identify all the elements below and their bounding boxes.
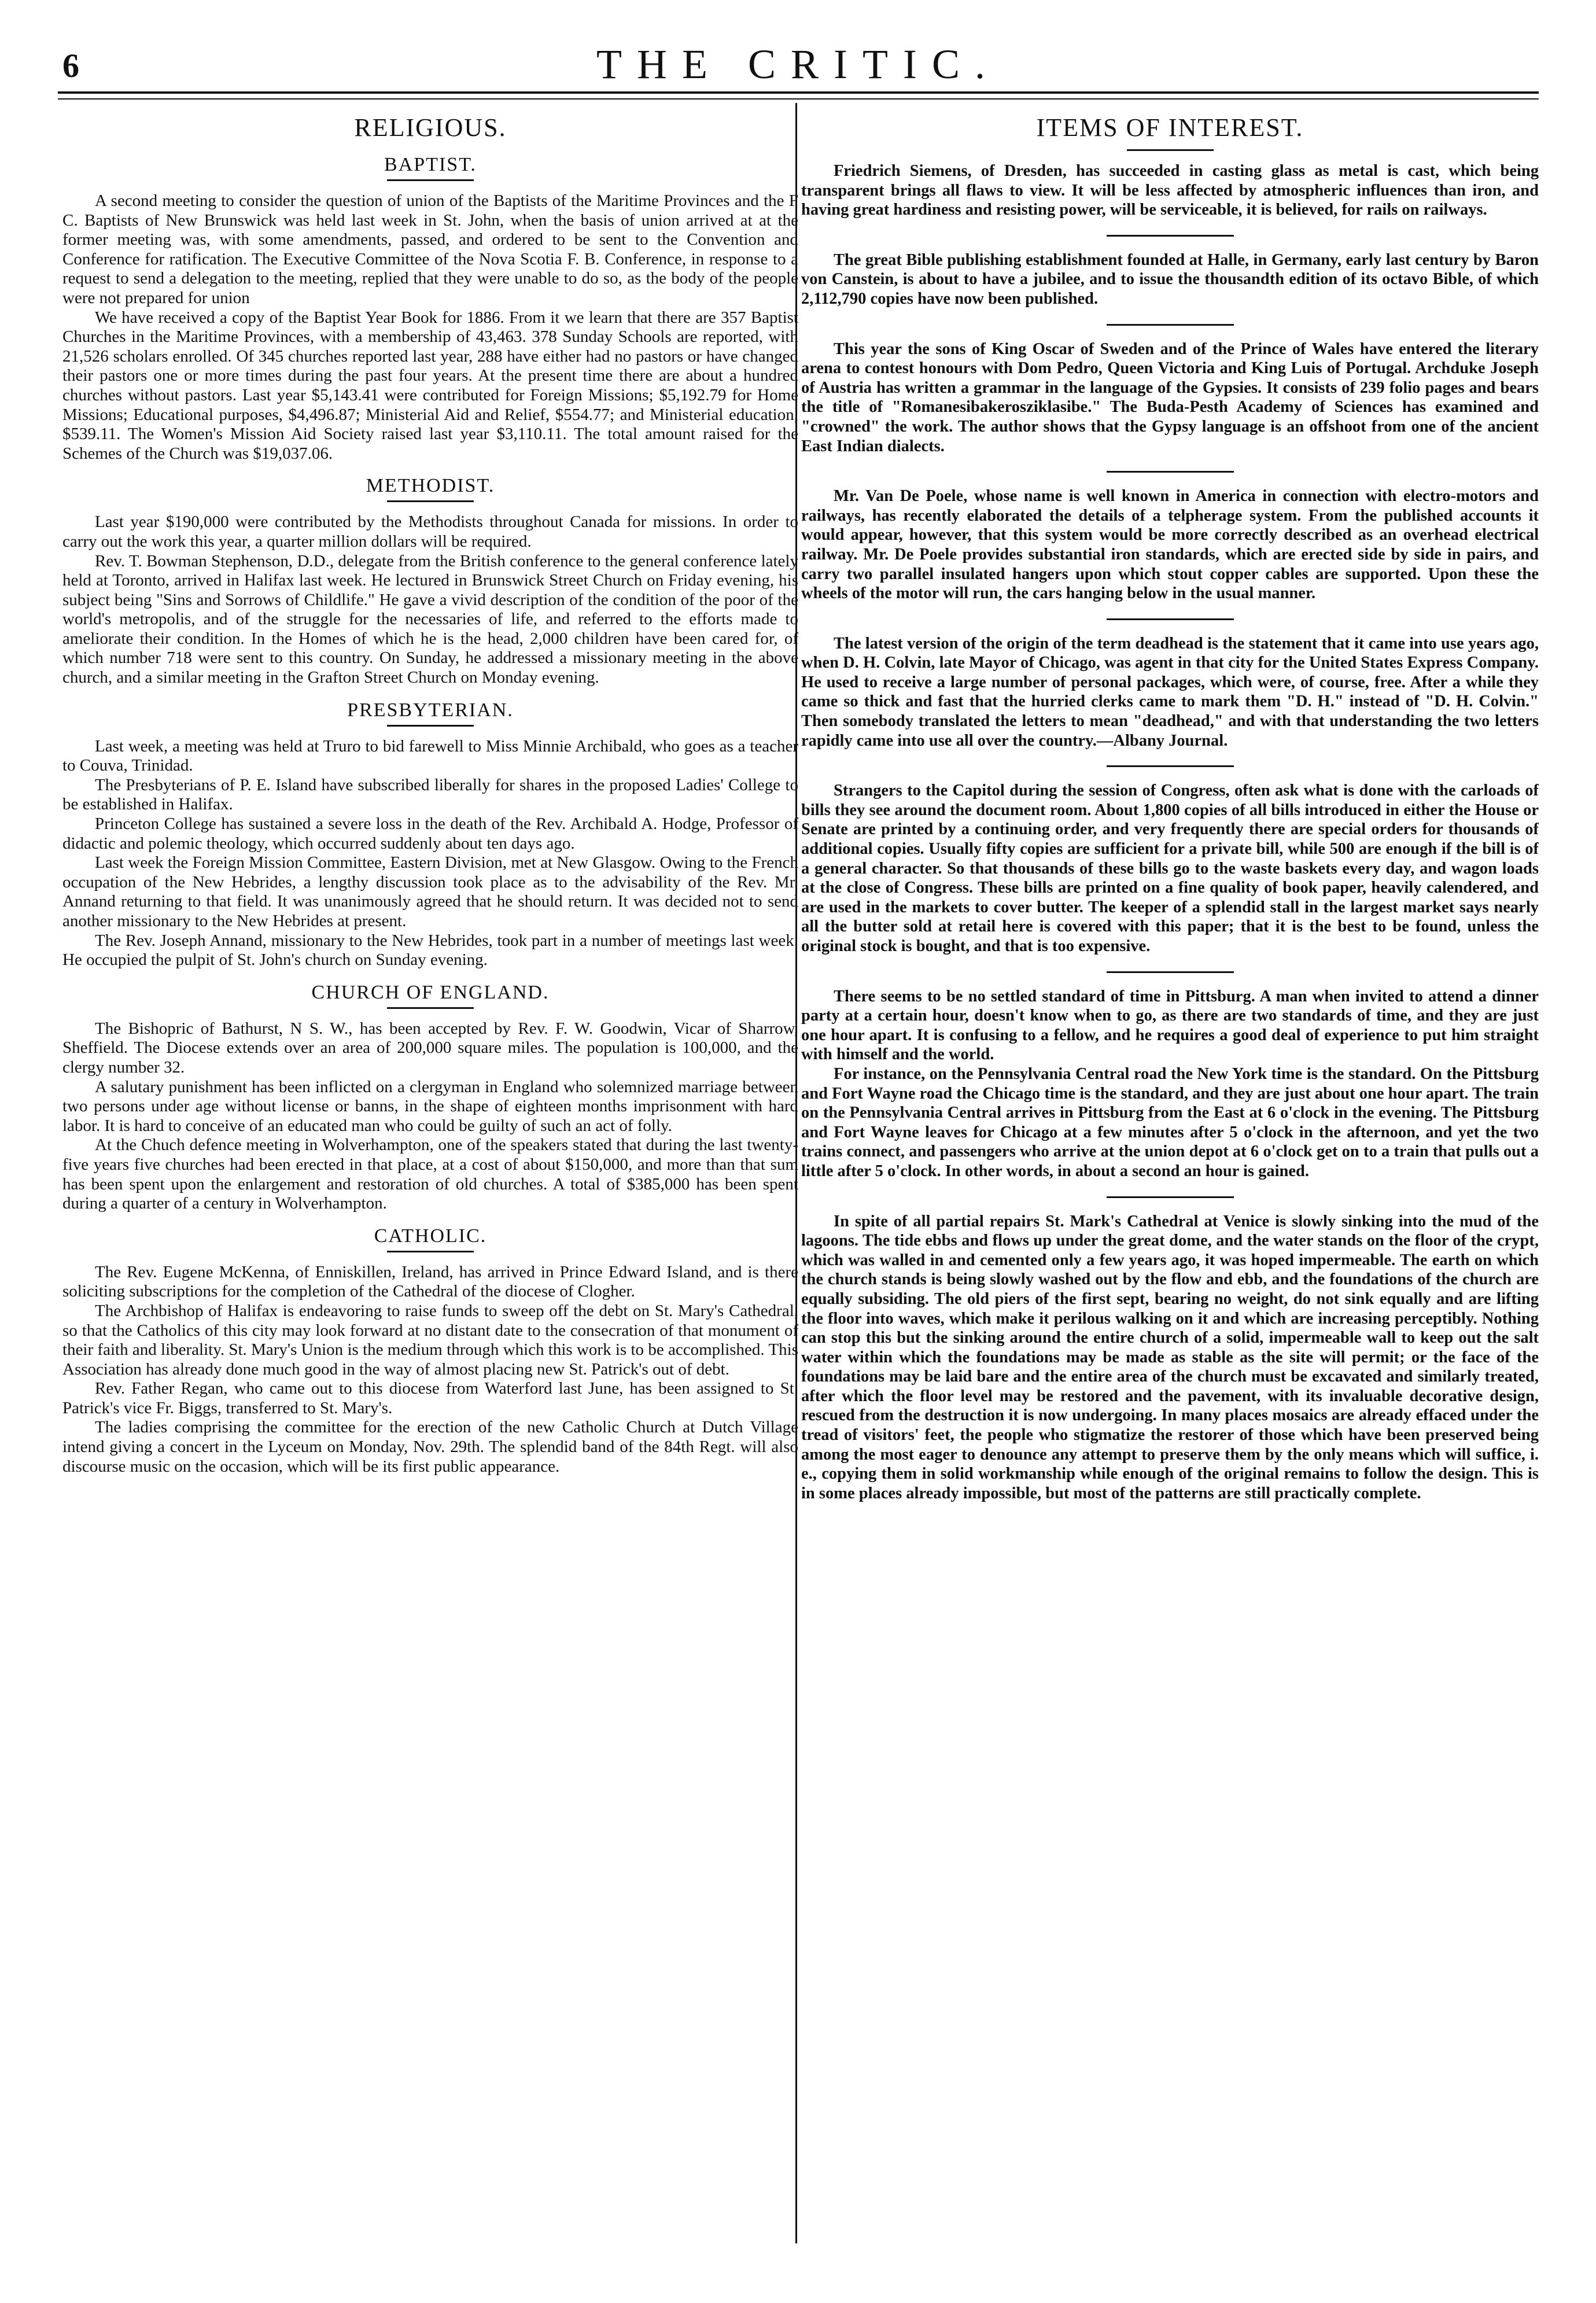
- heading-rule: [1127, 149, 1214, 151]
- article-paragraph: Last year $190,000 were contributed by the Methodists throughout Canada for missions. In order to carry out the work this year, a quarter million dollars will be required.: [62, 513, 798, 551]
- section-title: BAPTIST.: [384, 154, 477, 175]
- item-paragraph: The latest version of the origin of the term deadhead is the statement that it came into use years ago, when D. H. Colvin, late Mayor of Chicago, was agent in that city for the United States Express Company. He used to receive a large number of personal packages, which were, of course, free. After a while they came so thick and fast that the hurried clerks came to mark them "D. H." instead of "D. H. Colvin." Then somebody translated the letters to mean "deadhead," and with that understanding the two letters rapidly came into use all over the country.—Albany Journal.: [801, 634, 1539, 750]
- item-paragraph: Strangers to the Capitol during the session of Congress, often ask what is done with the carloads of bills they see around the document room. About 1,800 copies of all bills introduced in either the House or Senate are printed by a continuing order, and very frequently there are special orders for thousands of additional copies. Usually fifty copies are sufficient for a private bill, while 500 are enough if the bill is of a general character. So that thousands of these bills go to the waste baskets every day, and wagon loads at the close of Congress. These bills are printed on a fine quality of book paper, heavily calendered, and are used in the markets to cover butter. The keeper of a splendid stall in the largest market says nearly all the butter sold at retail here is covered with this paper; that it is the best to be found, unless the original stock is bought, and that is too expensive.: [801, 782, 1539, 955]
- item-list: [801, 161, 1539, 1503]
- item-separator: [1107, 1196, 1234, 1198]
- article-paragraph: The Rev. Eugene McKenna, of Enniskillen, Ireland, has arrived in Prince Edward Island, and is there soliciting subscriptions for the completion of the Cathedral of the diocese of Clogher.: [62, 1262, 798, 1301]
- article-paragraph: The ladies comprising the committee for the erection of the new Catholic Church at Dutch Village intend giving a concert in the Lyceum on Monday, Nov. 29th. The splendid band of the 84th Regt. will also discourse music on the occasion, which will be its first public appearance.: [62, 1418, 798, 1476]
- article-paragraph: Princeton College has sustained a severe loss in the death of the Rev. Archibald A. Hodge, Professor of didactic and polemic theology, which occurred suddenly about ten days ago.: [62, 815, 798, 853]
- article-paragraph: The Rev. Joseph Annand, missionary to the New Hebrides, took part in a number of meetings last week. He occupied the pulpit of St. John's church on Sunday evening.: [62, 931, 798, 970]
- item-separator: [1107, 235, 1234, 237]
- article-paragraph: A second meeting to consider the question of union of the Baptists of the Maritime Provinces and the F C. Baptists of New Brunswick was held last week in St. John, when the basis of union arrived at at the former meeting was, with some amendments, passed, and ordered to be sent to the Convention and Conference for ratification. The Executive Committee of the Nova Scotia F. B. Conference, in response to a request to send a delegation to the meeting, replied that they were unable to do so, as the body of the people were not prepared for union: [62, 191, 798, 307]
- item-paragraph: This year the sons of King Oscar of Sweden and of the Prince of Wales have entered the literary arena to contest honours with Dom Pedro, Queen Victoria and King Luis of Portugal. Archduke Joseph of Austria has written a grammar in the language of the Gypsies. It consists of 239 folio pages and bears the title of "Romanesibakerosziklasibe." The Buda-Pesth Academy of Sciences has examined and "crowned" the work. The author shows that the Gypsy language is an offshoot from one of the ancient East Indian dialects.: [801, 340, 1539, 455]
- article-paragraph: The Archbishop of Halifax is endeavoring to raise funds to sweep off the debt on St. Mary's Cathedral, so that the Catholics of this city may look forward at no distant date to the consecration of that monument of their faith and liberality. St. Mary's Union is the medium through which this work is to be accomplished. This Association has already done much good in the way of almost placing new St. Patrick's out of debt.: [62, 1301, 798, 1379]
- article-paragraph: Last week the Foreign Mission Committee, Eastern Division, met at New Glasgow. Owing to the French occupation of the New Hebrides, a lengthy discussion took place as to the advisability of the Rev. Mr. Annand returning to that field. It was unanimously agreed that he should return. It was decided not to send another missionary to the New Hebrides at present.: [62, 853, 798, 930]
- section-rule: [387, 500, 474, 502]
- item-separator: [1107, 618, 1234, 620]
- article-paragraph: A salutary punishment has been inflicted on a clergyman in England who solemnized marriage between two persons under age without license or banns, in the shape of eighteen months imprisonment with hard labor. It is hard to conceive of an educated man who could be guilty of such an act of folly.: [62, 1077, 798, 1135]
- section-rule: [387, 725, 474, 727]
- section-rule: [387, 1251, 474, 1252]
- article-paragraph: We have received a copy of the Baptist Year Book for 1886. From it we learn that there are 357 Baptist Churches in the Maritime Provinces, with a membership of 43,463. 378 Sunday Schools are reported, with 21,526 scholars enrolled. Of 345 churches reported last year, 288 have either had no pastors or have changed their pastors one or more times during the past four years. At the present time there are about a hundred churches without pastors. Last year $5,143.41 were contributed for Foreign Missions; $5,192.79 for Home Missions; Educational purposes, $4,496.87; Ministerial Aid and Relief, $554.77; and Ministerial education, $539.11. The Women's Mission Aid Society raised last year $3,110.11. The total amount raised for the Schemes of the Church was $19,037.06.: [62, 308, 798, 463]
- item-separator: [1107, 971, 1234, 973]
- item-separator: [1107, 324, 1234, 326]
- article-paragraph: Last week, a meeting was held at Truro to bid farewell to Miss Minnie Archibald, who goes as a teacher to Couva, Trinidad.: [62, 736, 798, 775]
- item-paragraph: Friedrich Siemens, of Dresden, has succeeded in casting glass as metal is cast, which being transparent brings all flaws to view. It will be less affected by atmospheric influences than iron, and having great hardiness and resisting power, will be serviceable, it is believed, for rails on railways.: [801, 162, 1539, 219]
- article-paragraph: Rev. T. Bowman Stephenson, D.D., delegate from the British conference to the general conference lately held at Toronto, arrived in Halifax last week. He lectured in Brunswick Street Church on Friday evening, his subject being "Sins and Sorrows of Childlife." He gave a vivid description of the condition of the poor of the world's metropolis, and of the struggle for the necessaries of life, and referred to the efforts made to ameliorate their condition. In the Homes of which he is the head, 2,000 children have been cared for, of which number 718 were sent to this country. On Sunday, he addressed a missionary meeting in the above church, and a similar meeting in the Grafton Street Church on Monday evening.: [62, 551, 798, 687]
- section-title: PRESBYTERIAN.: [347, 699, 514, 721]
- item-separator: [1107, 765, 1234, 767]
- section-rule: [387, 1007, 474, 1009]
- section-title: CATHOLIC.: [374, 1225, 487, 1247]
- article-paragraph: The Presbyterians of P. E. Island have subscribed liberally for shares in the proposed Ladies' College to be established in Halifax.: [62, 775, 798, 814]
- newspaper-title: THE CRITIC.: [596, 41, 1000, 87]
- item-separator: [1107, 471, 1234, 473]
- item-paragraph: There seems to be no settled standard of time in Pittsburg. A man when invited to attend a dinner party at a certain hour, doesn't know when to go, as there are two standards of time, and they are just one hour apart. It is confusing to a fellow, and he requires a good deal of experience to put him straight with himself and the world.: [801, 987, 1539, 1064]
- section-title: METHODIST.: [366, 475, 495, 497]
- item-paragraph: The great Bible publishing establishment founded at Halle, in Germany, early last century by Baron von Canstein, is about to have a jubilee, and to issue the thousandth edition of its octavo Bible, of which 2,112,790 copies have now been published.: [801, 250, 1539, 308]
- page-number: 6: [62, 47, 79, 84]
- article-paragraph: The Bishopric of Bathurst, N S. W., has been accepted by Rev. F. W. Goodwin, Vicar of Sharrow, Sheffield. The Diocese extends over an area of 200,000 square miles. The population is 100,000, and the clergy number 32.: [62, 1019, 798, 1077]
- column-heading: ITEMS OF INTEREST.: [1036, 113, 1304, 142]
- section-title: CHURCH OF ENGLAND.: [311, 981, 550, 1003]
- item-paragraph: For instance, on the Pennsylvania Central road the New York time is the standard. On the Pittsburg and Fort Wayne road the Chicago time is the standard, and they are just about one hour apart. The train on the Pennsylvania Central arrives in Pittsburg from the East at 6 o'clock in the evening. The Pittsburg and Fort Wayne leaves for Chicago at a few minutes after 5 o'clock in the afternoon, and yet the two trains connect, and passengers who arrive at the union depot at 6 o'clock get on to a train that pulls out a little after 5 o'clock. In other words, in about a second an hour is gained.: [801, 1064, 1539, 1180]
- article-paragraph: At the Chuch defence meeting in Wolverhampton, one of the speakers stated that during the last twenty-five years five churches had been erected in that place, at a cost of about $150,000, and more than that sum has been spent upon the enlargement and restoration of old churches. A total of $385,000 has been spent during a quarter of a century in Wolverhampton.: [62, 1136, 798, 1213]
- header-rule-thick: [58, 91, 1539, 94]
- item-paragraph: Mr. Van De Poele, whose name is well known in America in connection with electro-motors and railways, has recently elaborated the details of a telpherage system. From the published accounts it would appear, however, that this system would be more correctly described as an overhead electrical railway. Mr. De Poele provides substantial iron standards, which are erected side by side in pairs, and carry two parallel insulated hangers upon which stout copper cables are supported. Upon these the wheels of the motor will run, the cars hanging below in the usual manner.: [801, 487, 1539, 603]
- items-of-interest-column: [801, 107, 1539, 2247]
- section-rule: [387, 179, 474, 181]
- column-heading: RELIGIOUS.: [354, 113, 507, 142]
- masthead: [58, 40, 1539, 93]
- religious-column: [62, 107, 798, 2247]
- article-paragraph: Rev. Father Regan, who came out to this diocese from Waterford last June, has been assigned to St. Patrick's vice Fr. Biggs, transferred to St. Mary's.: [62, 1379, 798, 1417]
- section-list: [62, 154, 798, 1476]
- header-rule-thin: [58, 98, 1539, 100]
- item-paragraph: In spite of all partial repairs St. Mark's Cathedral at Venice is slowly sinking into the mud of the lagoons. The tide ebbs and flows up under the great dome, and the water stands on the floor of the crypt, which was walled in and cemented only a few years ago, it was hoped impermeable. The earth on which the church stands is being slowly washed out by the flow and ebb, and the foundations of the church are equally subsiding. The old piers of the first sept, bearing no weight, do not sink equally and are lifting the floor into waves, which make it perilous walking on it and which are increasing perceptibly. Nothing can stop this but the sinking around the entire church of a solid, impermeable wall to keep out the salt water within which the foundations may be made as stable as the site will permit; or the face of the foundations may be laid bare and the entire area of the church must be excavated and similarly treated, after which the floor level may be restored and the pavement, with its invaluable decorative design, rescued from the destruction it is now undergoing. In many places mosaics are already effaced under the tread of visitors' feet, the people who stigmatize the restorer of those which have been preserved being among the most eager to denounce any attempt to preserve them by the only means which will suffice, i. e., copying them in solid workmanship while enough of the original remains to follow the design. This is in some places already impossible, but most of the patterns are still practically complete.: [801, 1212, 1539, 1502]
